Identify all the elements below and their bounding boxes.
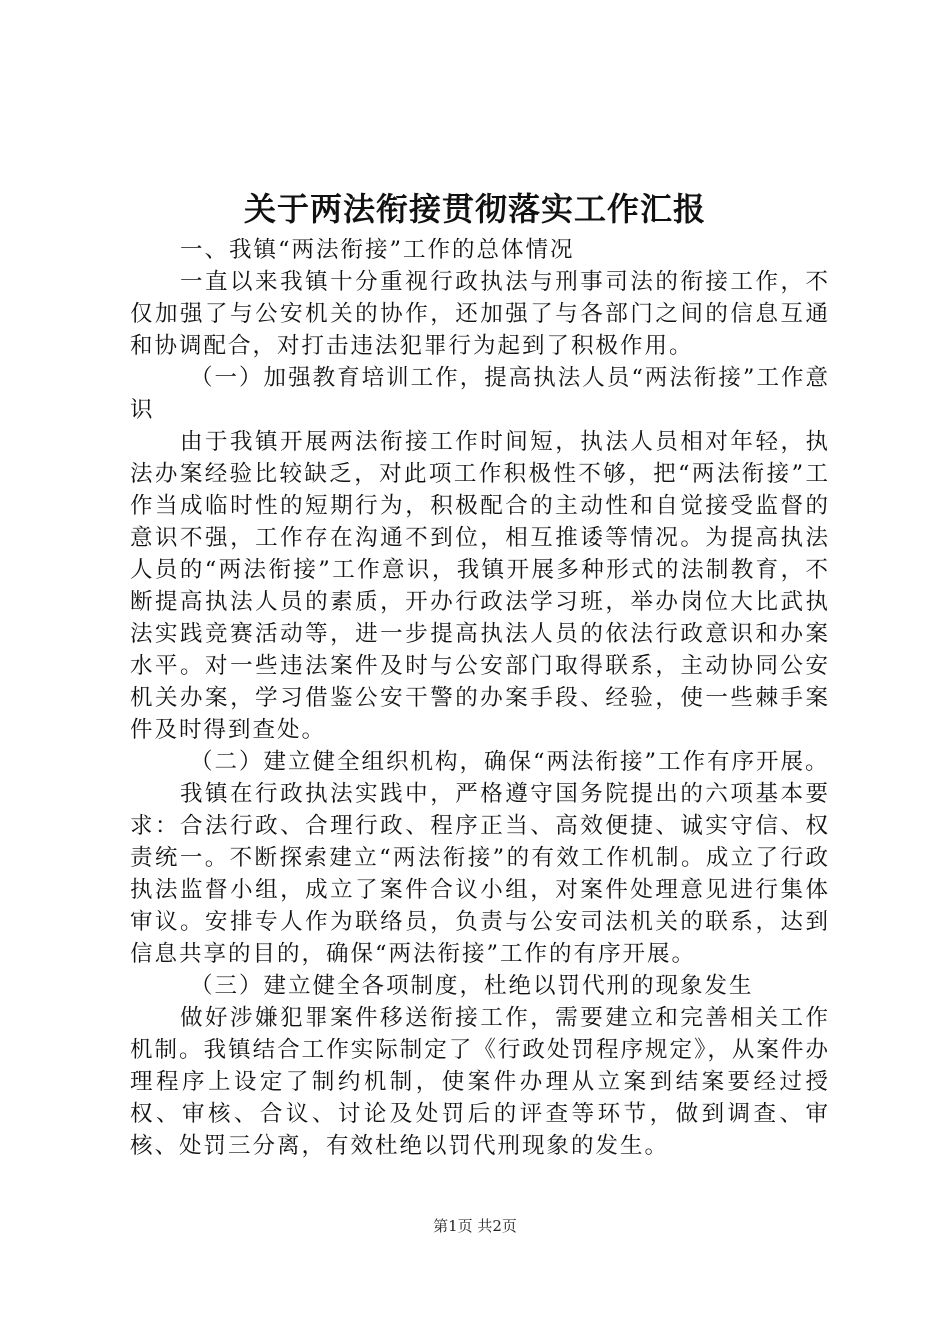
paragraph-organization: 我镇在行政执法实践中，严格遵守国务院提出的六项基本要求：合法行政、合理行政、程序正当、高效便捷、诚实守信、权责统一。不断探索建立“两法衔接”的有效工作机制。成立了行政执法监督小组，成立了案件合议小组，对案件处理意见进行集体审议。安排专人作为联络员，负责与公安司法机关的联系，达到信息共享的目的，确保“两法衔接”工作的有序开展。 xyxy=(130,781,830,967)
subsection-heading-2: （二）建立健全组织机构，确保“两法衔接”工作有序开展。 xyxy=(190,749,830,775)
subsection-heading-3: （三）建立健全各项制度，杜绝以罚代刑的现象发生 xyxy=(190,973,754,999)
document-body xyxy=(130,234,830,1162)
paragraph-system: 做好涉嫌犯罪案件移送衔接工作，需要建立和完善相关工作机制。我镇结合工作实际制定了《行政处罚程序规定》，从案件办理程序上设定了制约机制，使案件办理从立案到结案要经过授权、审核、合议、讨论及处罚后的评查等环节，做到调查、审核、处罚三分离，有效杜绝以罚代刑现象的发生。 xyxy=(130,1005,830,1159)
paragraph-training: 由于我镇开展两法衔接工作时间短，执法人员相对年轻，执法办案经验比较缺乏，对此项工作积极性不够，把“两法衔接”工作当成临时性的短期行为，积极配合的主动性和自觉接受监督的意识不强，工作存在沟通不到位，相互推诿等情况。为提高执法人员的“两法衔接”工作意识，我镇开展多种形式的法制教育，不断提高执法人员的素质，开办行政法学习班，举办岗位大比武执法实践竞赛活动等，进一步提高执法人员的依法行政意识和办案水平。对一些违法案件及时与公安部门取得联系，主动协同公安机关办案，学习借鉴公安干警的办案手段、经验，使一些棘手案件及时得到查处。 xyxy=(130,429,830,743)
paragraph-overview: 一直以来我镇十分重视行政执法与刑事司法的衔接工作，不仅加强了与公安机关的协作，还加强了与各部门之间的信息互通和协调配合，对打击违法犯罪行为起到了积极作用。 xyxy=(130,269,830,359)
section-heading-overview: 一、我镇“两法衔接”工作的总体情况 xyxy=(180,237,575,263)
subsection-heading-1: （一）加强教育培训工作，提高执法人员“两法衔接”工作意识 xyxy=(130,365,830,423)
page-footer: 第1页 共2页 xyxy=(433,1217,517,1235)
document-title: 关于两法衔接贯彻落实工作汇报 xyxy=(243,190,706,228)
